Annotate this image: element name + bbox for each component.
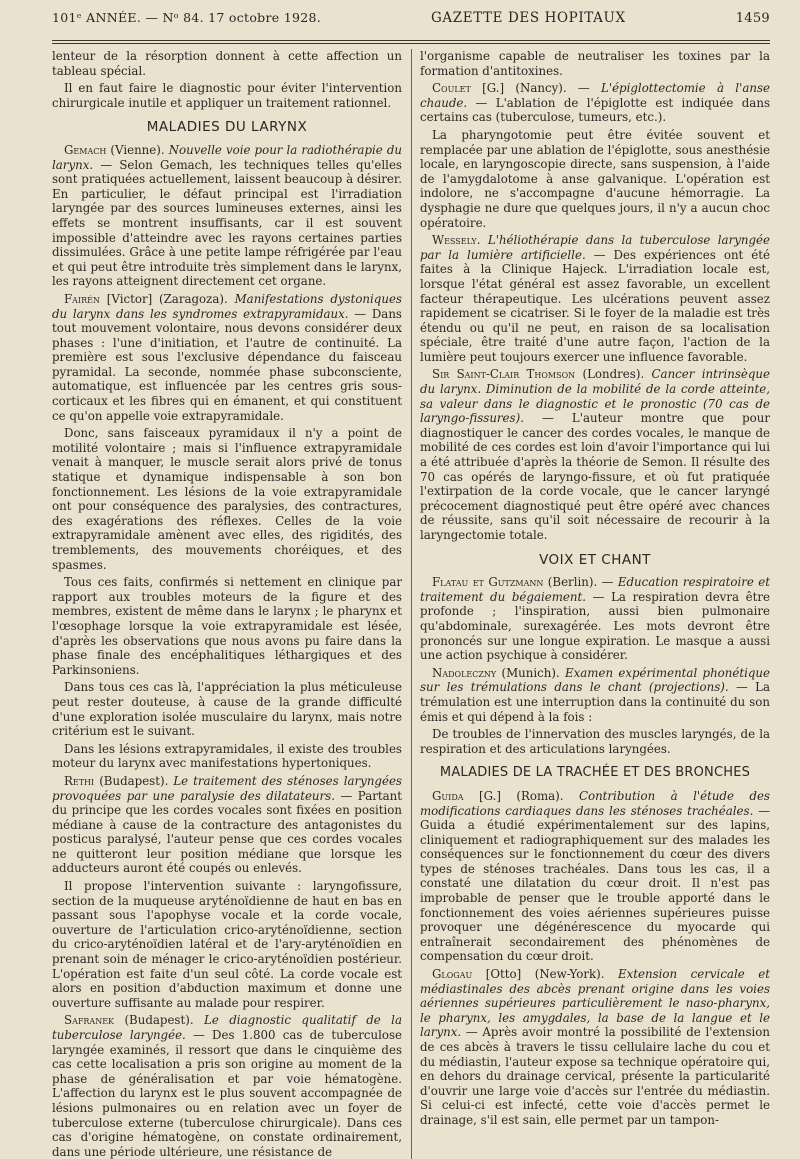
paragraph: De troubles de l'innervation des muscles laryngés, de la respiration et des articulations laryngées.: [420, 727, 770, 756]
abstract-text: — Partant du principe que les cordes vocales sont fixées en position médiane à cause de la contracture des antagonistes du posticus paralysé, l'auteur pense que ces cordes vocales ne quitteront leur position médiane que lorsque les adducteurs auront été coupés ou enlevés.: [52, 788, 402, 876]
abstract-text: — Après avoir montré la possibilité de l'extension de ces abcès à travers le tissu cellulaire lache du cou et du médiastin, l'auteur expose sa technique opératoire qui, en dehors du drainage cervical, présente la particularité d'ouvrir une large voie d'accès sur l'entrée du médiastin. Si celui-ci est infecté, cette voie d'accès permet le drainage, s'il est sain, elle permet par un tampon-: [420, 1025, 770, 1127]
section-heading-voix: VOIX ET CHANT: [539, 551, 651, 568]
author-name: Wessely: [432, 233, 477, 248]
abstract-text: — La respiration devra être profonde ; l'inspiration, aussi bien pulmonaire qu'abdominale, surexagérée. Les mots devront être prononcés sur une longue expiration. Le masque a aussi une action psychique à considérer.: [420, 589, 770, 663]
author-name: Sir Saint-Clair Thomson: [432, 367, 576, 382]
author-name: Gemach: [64, 142, 107, 157]
abstract-wessely: [420, 233, 770, 364]
author-name: Glogau: [432, 967, 473, 982]
author-place: (Londres).: [575, 367, 652, 382]
column-divider: [411, 49, 412, 1159]
abstract-text: — Guida a étudié expérimentalement sur des lapins, cliniquement et radiographiquement sur des malades les conséquences sur le fonctionnement du cœur des divers types de sténoses trachéales. Dans tous les cas, il a constaté une dilatation du cœur droit. Il n'est pas improbable de penser que le trouble apporté dans le fonctionnement des voies aériennes supérieures puisse provoquer une dégénérescence du myocarde qui entraînerait secondairement des phénomènes de compensation du cœur droit.: [420, 803, 771, 964]
author-place: [Otto] (New-York).: [472, 967, 618, 982]
article-title: Examen expérimental phonétique sur les trémulations dans le chant (projections).: [420, 665, 770, 695]
paragraph: l'organisme capable de neutraliser les toxines par la formation d'antitoxines.: [420, 49, 770, 78]
author-name: Fairén: [64, 291, 100, 306]
author-name: Rethi: [64, 773, 95, 788]
author-place: (Berlin). —: [543, 575, 618, 590]
abstract-text: — L'auteur montre que pour diagnostiquer le cancer des cordes vocales, le manque de mobilité de ces cordes est loin d'avoir l'importance qui lui a été attribuée d'après la théorie de Semon. Il résulte des 70 cas opérés de laryngo-fissure, et où fut pratiquée l'extirpation de la corde vocale, que le cancer laryngé précocement diagnostiqué peut être opéré avec chances de réussite, sans qu'il soit nécessaire de recourir à la laryngectomie totale.: [420, 411, 770, 542]
abstract-text: — La trémulation est une interruption dans la continuité du son émis et qui dépend à la fois :: [420, 680, 770, 724]
page-number: 1459: [735, 11, 770, 26]
paragraph: Tous ces faits, confirmés si nettement en clinique par rapport aux troubles moteurs de la figure et des membres, existent de même dans le larynx ; le pharynx et l'œsophage lorsque la voie extrapyramidale est lésée, d'après les observations que nous avons pu faire dans la phase finale des encéphalitiques léthargiques et des Parkinsoniens.: [52, 575, 402, 677]
right-column: [420, 49, 770, 1159]
abstract-safranek: [52, 1013, 402, 1159]
author-name: Safranek: [64, 1013, 115, 1028]
author-name: Flatau et Gutzmann: [432, 575, 544, 590]
abstract-text: — Selon Gemach, les techniques telles qu'elles sont pratiquées actuellement, laissent beaucoup à désirer. En particulier, le défaut principal est l'irradiation laryngée par des sources lumineuses externes, ainsi les effets se montrent insuffisants, car il est souvent impossible d'atteindre avec les rayons certaines parties dissimulées. Grâce à une petite lampe réfrigérée par l'eau et qui peut être introduite très simplement dans le larynx, les rayons atteignent directement cet organe.: [52, 157, 402, 289]
abstract-guida: [420, 789, 770, 964]
header-rule-double: [52, 43, 770, 44]
author-place: .: [476, 233, 488, 248]
author-place: [G.] (Roma).: [463, 788, 579, 803]
paragraph: Dans les lésions extrapyramidales, il existe des troubles moteur du larynx avec manifestations hypertoniques.: [52, 741, 402, 771]
paragraph: Dans tous ces cas là, l'appréciation la plus méticuleuse peut rester douteuse, à cause de la grande difficulté d'une exploration isolée musculaire du larynx, mais notre critérium est le suivant.: [52, 680, 402, 739]
author-name: Coulet: [432, 81, 471, 96]
article-title: L'héliothérapie dans la tuberculose laryngée par la lumière artificielle.: [420, 233, 770, 262]
abstract-text: — Des 1.800 cas de tuberculose laryngée examinés, il ressort que dans le cinquième des cas cette localisation a pris son origine au moment de la phase de généralisation et par voie hématogène. L'affection du larynx est le plus souvent accompagnée de lésions pulmonaires ou en relation avec un foyer de tuberculose externe (tuberculose chirurgicale). Dans ces cas d'origine hématogène, on constate ordinairement, dans une période ultérieure, une résistance de: [52, 1028, 402, 1159]
article-title: Le traitement des sténoses laryngées provoquées par une paralysie des dilatateurs.: [52, 773, 402, 803]
journal-title: GAZETTE DES HOPITAUX: [431, 10, 626, 26]
running-header: [52, 10, 770, 32]
abstract-flatau: [420, 575, 770, 663]
header-rule: [52, 40, 770, 41]
author-name: Nadoleczny: [432, 665, 497, 680]
paragraph: Il en faut faire le diagnostic pour éviter l'intervention chirurgicale inutile et appliquer un traitement rationnel.: [52, 81, 402, 110]
article-title: Le diagnostic qualitatif de la tuberculose laryngée.: [52, 1013, 402, 1042]
article-title: Cancer intrinsèque du larynx. Diminution de la mobilité de la corde atteinte, sa valeur dans le diagnostic et le pronostic (70 cas de laryngo-fissures).: [420, 367, 770, 426]
article-title: — L'épiglottectomie à l'anse chaude.: [420, 81, 770, 110]
article-title: Nouvelle voie pour la radiothérapie du larynx.: [52, 142, 402, 172]
author-place: [G.] (Nancy).: [470, 81, 578, 96]
two-column-body: [52, 49, 770, 1159]
author-place: (Budapest).: [114, 1013, 204, 1028]
author-place: (Munich).: [496, 665, 565, 680]
abstract-rethi: [52, 774, 402, 876]
author-name: Guida: [432, 788, 464, 803]
left-column: [52, 49, 402, 1159]
abstract-thomson: [420, 367, 770, 542]
author-place: (Budapest).: [94, 773, 174, 788]
article-title: Manifestations dystoniques du larynx dans les syndromes extrapyramidaux.: [52, 291, 402, 321]
article-title: Extension cervicale et médiastinales des abcès prenant origine dans les voies aériennes supérieures particulièrement le naso-pharynx, le pharynx, les amygdales, la base de la langue et le larynx.: [420, 967, 770, 1040]
abstract-gemach: [52, 143, 402, 289]
abstract-text: — Dans tout mouvement volontaire, nous devons considérer deux phases : l'une d'initiation, et l'autre de continuité. La première est sous l'exclusive dépendance du faisceau pyramidal. La seconde, nommée phase subconsciente, automatique, est influencée par les centres gris sous-corticaux et les fibres qui en émanent, et qui constituent ce qu'on appelle voie extrapyramidale.: [52, 306, 402, 423]
issue-info: 101ᵉ ANNÉE. — Nᵒ 84. 17 octobre 1928.: [52, 10, 322, 25]
section-heading-larynx: MALADIES DU LARYNX: [146, 119, 308, 136]
author-place: [Victor] (Zaragoza).: [100, 291, 235, 306]
abstract-fairen: [52, 292, 402, 423]
article-title: Contribution à l'étude des modifications cardiaques dans les sténoses trachéales.: [420, 788, 770, 818]
abstract-text: — L'ablation de l'épiglotte est indiquée dans certains cas (tuberculose, tumeurs, etc.).: [420, 95, 770, 125]
paragraph: La pharyngotomie peut être évitée souvent et remplacée par une ablation de l'épiglotte, sous anesthésie locale, en laryngoscopie directe, sans suspension, à l'aide de l'amygdalotome à anse galvanique. L'opération est indolore, ne s'accompagne d'aucune hémorragie. La dysphagie ne dure que quelques jours, il n'y a aucun choc opératoire.: [420, 127, 770, 230]
abstract-coulet: [420, 81, 770, 125]
abstract-glogau: [420, 967, 770, 1128]
abstract-nadoleczny: [420, 666, 770, 724]
paragraph: Donc, sans faisceaux pyramidaux il n'y a point de motilité volontaire ; mais si l'influence extrapyramidale venait à manquer, le muscle serait alors privé de tonus statique et dynamique indispensable à son bon fonctionnement. Les lésions de la voie extrapyramidale ont pour conséquence des paralysies, des contractures, des exagérations des réflexes. Celles de la voie extrapyramidale amènent avec elles, des rigidités, des tremblements, des mouvements choréiques, et des spasmes.: [52, 426, 402, 572]
article-title: Education respiratoire et traitement du bégaiement.: [420, 575, 771, 604]
abstract-text: — Des expériences ont été faites à la Clinique Hajeck. L'irradiation locale est, lorsque l'état général est assez favorable, un excellent facteur thérapeutique. Les ulcérations peuvent assez rapidement se cicatriser. Si le foyer de la maladie est très étendu ou qu'il ne peut, en raison de sa localisation spéciale, être traité d'une autre façon, l'action de la lumière peut toujours exercer une influence favorable.: [420, 247, 770, 364]
paragraph: lenteur de la résorption donnent à cette affection un tableau spécial.: [52, 49, 402, 78]
section-heading-trachee: MALADIES DE LA TRACHÉE ET DES BRONCHES: [439, 765, 751, 781]
author-place: (Vienne).: [106, 142, 169, 157]
paragraph: Il propose l'intervention suivante : laryngofissure, section de la muqueuse aryténoïdienne de haut en bas en passant sous l'apophyse vocale et la corde vocale, ouverture de l'articulation crico-aryténoïdienne, section du crico-aryténoïdien latéral et de l'ary-aryténoïdien en prenant soin de ménager le crico-aryténoïdien postérieur. L'opération est faite d'un seul côté. La corde vocale est alors en position d'abduction maximum et donne une ouverture suffisante au malade pour respirer.: [52, 879, 402, 1010]
